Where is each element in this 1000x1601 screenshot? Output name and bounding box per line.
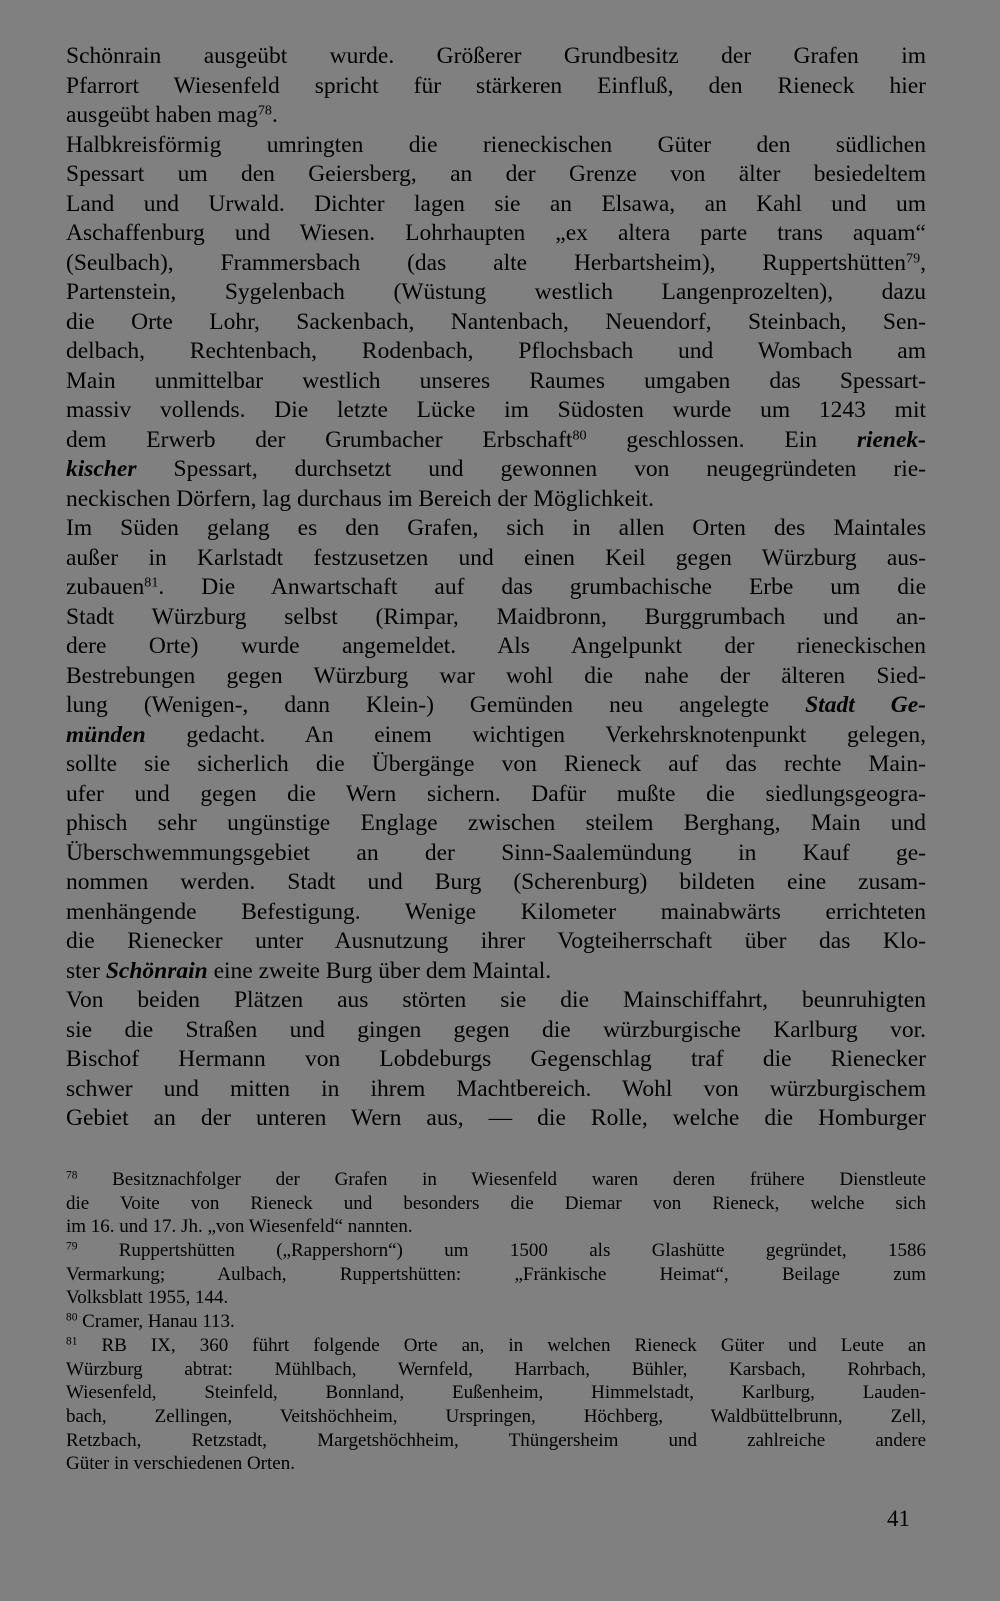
body-text	[66, 42, 926, 1134]
footnote-line	[66, 1263, 926, 1287]
footnote-marker: 79	[66, 1240, 78, 1253]
body-line	[66, 396, 926, 426]
body-line	[66, 219, 926, 249]
text-run: Würzburg abtrat: Mühlbach, Wernfeld, Harrbach, Bühler, Karsbach, Rohrbach,	[66, 1358, 926, 1380]
text-run: Güter in verschiedenen Orten.	[66, 1453, 295, 1475]
text-run: Cramer, Hanau 113.	[77, 1311, 235, 1333]
body-line	[66, 72, 926, 102]
text-run: außer in Karlstadt festzusetzen und einen Keil gegen Würzburg aus-	[66, 544, 926, 571]
text-run: ufer und gegen die Wern sichern. Dafür mußte die siedlungsgeogra-	[66, 780, 926, 807]
body-line	[66, 957, 926, 987]
text-run: Vermarkung; Aulbach, Ruppertshütten: „Fränkische Heimat“, Beilage zum	[66, 1263, 926, 1285]
body-line	[66, 868, 926, 898]
text-run: bach, Zellingen, Veitshöchheim, Urspringen, Höchberg, Waldbüttelbrunn, Zell,	[66, 1405, 926, 1427]
footnote-line	[66, 1405, 926, 1429]
body-line	[66, 131, 926, 161]
body-line	[66, 426, 926, 456]
footnote-line	[66, 1358, 926, 1382]
body-line	[66, 573, 926, 603]
text-run: sie die Straßen und gingen gegen die würzburgische Karlburg vor.	[66, 1016, 926, 1043]
footnote-marker: 81	[66, 1335, 78, 1348]
text-run: Land und Urwald. Dichter lagen sie an Elsawa, an Kahl und um	[66, 190, 926, 217]
text-run: . Die Anwartschaft auf das grumbachische Erbe um die	[158, 574, 926, 600]
text-run: Überschwemmungsgebiet an der Sinn-Saalemündung in Kauf ge-	[66, 839, 926, 866]
text-run: Bischof Hermann von Lobdeburgs Gegenschlag traf die Rienecker	[66, 1046, 926, 1072]
footnote-marker: 81	[144, 574, 159, 591]
body-line	[66, 42, 926, 72]
text-run: Besitznachfolger der Grafen in Wiesenfeld waren deren frühere Dienstleute	[77, 1169, 926, 1190]
body-line	[66, 1045, 926, 1075]
text-run: Gebiet an der unteren Wern aus, — die Rolle, welche die Homburger	[66, 1105, 926, 1131]
text-run: die Voite von Rieneck und besonders die Diemar von Rieneck, welche sich	[66, 1192, 926, 1214]
body-line	[66, 750, 926, 780]
footnote-line	[66, 1168, 926, 1192]
footnote-marker: 80	[66, 1311, 78, 1324]
text-run: gedacht. An einem wichtigen Verkehrsknotenpunkt gelegen,	[145, 721, 926, 748]
footnote-line	[66, 1215, 926, 1239]
text-run: massiv vollends. Die letzte Lücke im Südosten wurde um 1243 mit	[66, 397, 926, 423]
text-run: Im Süden gelang es den Grafen, sich in allen Orten des Maintales	[66, 515, 926, 541]
body-line	[66, 1016, 926, 1046]
footnote-marker: 80	[572, 426, 587, 443]
footnote-line	[66, 1192, 926, 1216]
text-run: menhängende Befestigung. Wenige Kilometer mainabwärts errichteten	[66, 898, 926, 925]
text-run: Bestrebungen gegen Würzburg war wohl die nahe der älteren Sied-	[66, 662, 926, 689]
text-run: ausgeübt haben mag	[66, 102, 258, 128]
text-run: RB IX, 360 führt folgende Orte an, in welchen Rieneck Güter und Leute an	[77, 1334, 926, 1356]
body-line	[66, 544, 926, 574]
text-run: .	[271, 102, 278, 128]
body-line	[66, 986, 926, 1016]
text-run: Pfarrort Wiesenfeld spricht für stärkeren Einfluß, den Rieneck hier	[66, 72, 926, 99]
body-line	[66, 691, 926, 721]
text-run: schwer und mitten in ihrem Machtbereich. Wohl von würzburgischem	[66, 1075, 926, 1102]
body-line	[66, 278, 926, 308]
footnote-line	[66, 1310, 926, 1334]
emphasized-text: rienek-	[856, 426, 927, 453]
text-run: dem Erwerb der Grumbacher Erbschaft	[66, 426, 573, 453]
text-run: Partenstein, Sygelenbach (Wüstung westlich Langenprozelten), dazu	[66, 279, 926, 305]
text-run: sollte sie sicherlich die Übergänge von Rieneck auf das rechte Main-	[66, 751, 926, 777]
text-run: Main unmittelbar westlich unseres Raumes umgaben das Spessart-	[66, 367, 926, 394]
text-run: phisch sehr ungünstige Englage zwischen steilem Berghang, Main und	[66, 810, 926, 836]
text-run: Von beiden Plätzen aus störten sie die Mainschiffahrt, beunruhigten	[66, 987, 926, 1013]
text-run: Halbkreisförmig umringten die rieneckischen Güter den südlichen	[66, 131, 926, 158]
text-run: zubauen	[66, 574, 145, 600]
body-line	[66, 514, 926, 544]
emphasized-text: kischer	[66, 456, 137, 482]
body-line	[66, 662, 926, 692]
footnote-line	[66, 1286, 926, 1310]
emphasized-text: Schönrain	[105, 957, 208, 984]
footnote-marker: 78	[66, 1169, 78, 1182]
text-run: Ruppertshütten („Rappershorn“) um 1500 als Glashütte gegründet, 1586	[77, 1240, 926, 1262]
footnote-line	[66, 1452, 926, 1476]
text-run: neckischen Dörfern, lag durchaus im Bereich der Möglichkeit.	[66, 485, 654, 512]
body-line	[66, 190, 926, 220]
text-run: Stadt Würzburg selbst (Rimpar, Maidbronn, Burggrumbach und an-	[66, 603, 926, 630]
text-run: Wiesenfeld, Steinfeld, Bonnland, Eußenheim, Himmelstadt, Karlburg, Lauden-	[66, 1382, 926, 1404]
text-run: Retzbach, Retzstadt, Margetshöchheim, Thüngersheim und zahlreiche andere	[66, 1429, 926, 1451]
text-run: Spessart, durchsetzt und gewonnen von neugegründeten rie-	[136, 456, 926, 482]
body-line	[66, 780, 926, 810]
body-line	[66, 1104, 926, 1134]
body-line	[66, 485, 926, 515]
text-run: (Seulbach), Frammersbach (das alte Herbartsheim), Ruppertshütten	[66, 249, 907, 276]
body-line	[66, 721, 926, 751]
body-line	[66, 337, 926, 367]
body-line	[66, 367, 926, 397]
footnote-line	[66, 1334, 926, 1358]
body-line	[66, 839, 926, 869]
body-line	[66, 101, 926, 131]
body-line	[66, 1075, 926, 1105]
text-run: geschlossen. Ein	[586, 426, 857, 453]
text-run: die Rienecker unter Ausnutzung ihrer Vogteiherrschaft über das Klo-	[66, 928, 926, 954]
footnote-line	[66, 1381, 926, 1405]
body-line	[66, 603, 926, 633]
body-line	[66, 809, 926, 839]
text-run: delbach, Rechtenbach, Rodenbach, Pflochsbach und Wombach am	[66, 338, 926, 364]
body-line	[66, 898, 926, 928]
footnote-marker: 79	[906, 249, 921, 266]
footnote-line	[66, 1239, 926, 1263]
body-line	[66, 927, 926, 957]
text-run: dere Orte) wurde angemeldet. Als Angelpunkt der rieneckischen	[66, 633, 926, 659]
text-run: ,	[920, 249, 926, 276]
body-line	[66, 249, 926, 279]
text-run: eine zweite Burg über dem Maintal.	[207, 957, 552, 984]
text-run: Aschaffenburg und Wiesen. Lohrhaupten „ex altera parte trans aquam“	[66, 220, 926, 246]
text-run: ster	[66, 957, 106, 984]
text-run: nommen werden. Stadt und Burg (Scherenburg) bildeten eine zusam-	[66, 869, 926, 895]
footnote-marker: 78	[257, 102, 272, 119]
footnote-line	[66, 1429, 926, 1453]
footnotes	[66, 1168, 926, 1476]
emphasized-text: Stadt Ge-	[805, 692, 926, 718]
page-number: 41	[887, 1506, 910, 1531]
text-run: Schönrain ausgeübt wurde. Größerer Grundbesitz der Grafen im	[66, 43, 926, 69]
body-line	[66, 160, 926, 190]
text-run: Volksblatt 1955, 144.	[66, 1287, 229, 1309]
text-run: lung (Wenigen-, dann Klein-) Gemünden neu angelegte	[66, 692, 806, 718]
body-line	[66, 632, 926, 662]
text-run: die Orte Lohr, Sackenbach, Nantenbach, Neuendorf, Steinbach, Sen-	[66, 308, 926, 335]
body-line	[66, 308, 926, 338]
body-line	[66, 455, 926, 485]
emphasized-text: münden	[66, 721, 146, 748]
text-run: im 16. und 17. Jh. „von Wiesenfeld“ nannten.	[66, 1216, 413, 1238]
text-run: Spessart um den Geiersberg, an der Grenze von älter besiedeltem	[66, 161, 926, 187]
